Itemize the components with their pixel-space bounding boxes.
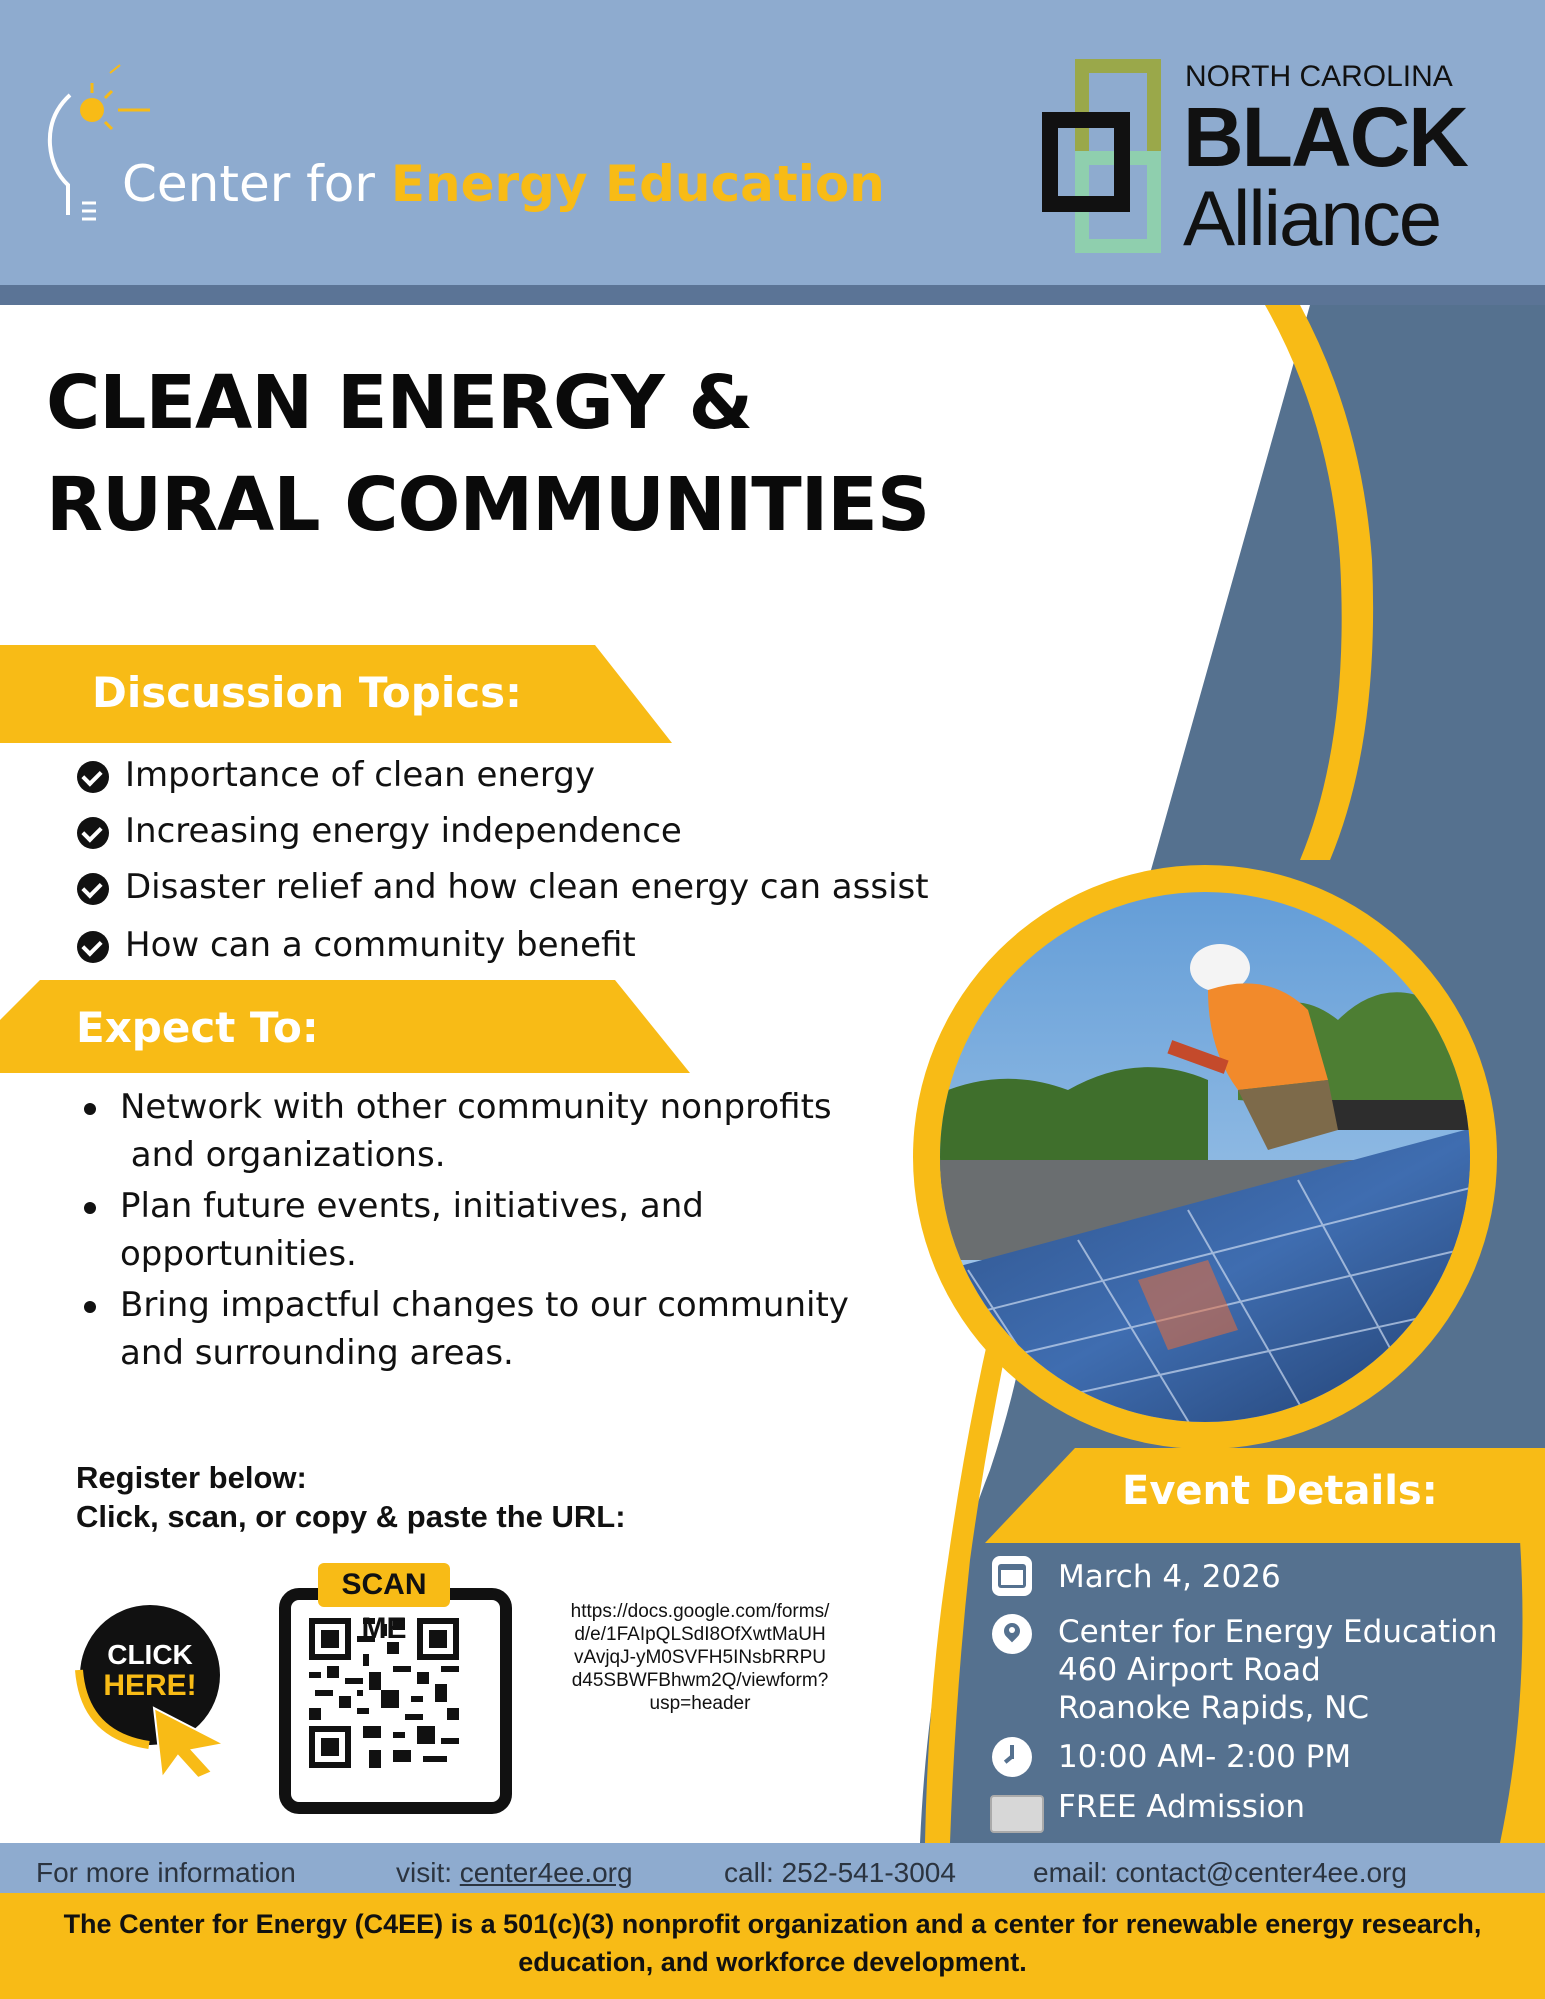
expect-item [120, 1083, 832, 1179]
event-admission: FREE Admission [1058, 1789, 1306, 1825]
registration-url[interactable]: https://docs.google.com/forms/d/e/1FAIpQLSdI8OfXwtMaUHvAvjqJ-yM0SVFH5INsbRRPUd45SBWFBhwm2Q/viewform?usp=header [570, 1601, 830, 1714]
expect-text: Plan future events, initiatives, and [120, 1186, 704, 1226]
topic-item [125, 867, 929, 907]
expect-text: opportunities. [120, 1234, 357, 1274]
topic-text: Disaster relief and how clean energy can assist [125, 867, 929, 907]
footer-note-line-2: education, and workforce development. [518, 1947, 1027, 1977]
check-circle-icon [77, 931, 109, 963]
footer-email[interactable]: email: contact@center4ee.org [1033, 1857, 1407, 1888]
bullet-dot [84, 1202, 96, 1214]
topic-text: Importance of clean energy [125, 755, 595, 795]
ncba-black: BLACK [1183, 90, 1467, 184]
calendar-icon [992, 1556, 1032, 1596]
event-venue [1058, 1613, 1497, 1727]
logo-highlight: Energy Education [390, 155, 885, 213]
location-pin-icon [992, 1614, 1032, 1654]
click-label: CLICK [107, 1639, 193, 1670]
ncba-state: NORTH CAROLINA [1185, 60, 1453, 93]
venue-city: Roanoke Rapids, NC [1058, 1690, 1370, 1726]
register-line-2: Click, scan, or copy & paste the URL: [76, 1499, 626, 1534]
topic-item [125, 755, 595, 795]
venue-name: Center for Energy Education [1058, 1614, 1498, 1650]
here-label: HERE! [103, 1669, 197, 1702]
footer-info-label: For more information [36, 1857, 296, 1888]
expect-text: and surrounding areas. [120, 1333, 514, 1373]
expect-text: Bring impactful changes to our community [120, 1285, 849, 1325]
check-circle-icon [77, 761, 109, 793]
topic-text: How can a community benefit [125, 925, 636, 965]
ncba-logo-mark [1040, 58, 1180, 258]
topic-text: Increasing energy independence [125, 811, 682, 851]
register-line-1: Register below: [76, 1460, 307, 1495]
cursor-arrow-icon [74, 1660, 234, 1780]
clock-icon [992, 1737, 1032, 1777]
event-time: 10:00 AM- 2:00 PM [1058, 1739, 1352, 1775]
visit-label: visit: [396, 1857, 460, 1888]
footer-visit [396, 1857, 633, 1889]
scan-me-label: SCAN ME [318, 1563, 450, 1607]
event-heading: Event Details: [1122, 1468, 1438, 1514]
bullet-dot [84, 1103, 96, 1115]
logo-prefix: Center for [122, 155, 391, 213]
expect-text: Network with other community nonprofits [120, 1087, 832, 1127]
venue-street: 460 Airport Road [1058, 1652, 1321, 1688]
topic-item [125, 811, 682, 851]
title-line-2: RURAL COMMUNITIES [46, 462, 930, 548]
expect-text: and organizations. [120, 1135, 446, 1175]
check-circle-icon [77, 873, 109, 905]
topic-item [125, 925, 636, 965]
footer-note-line-1: The Center for Energy (C4EE) is a 501(c)(3) nonprofit organization and a center for renewable energy research, [63, 1909, 1482, 1939]
page-title [46, 352, 929, 556]
expect-item [120, 1182, 704, 1278]
ncba-alliance: Alliance [1183, 174, 1441, 262]
discussion-heading: Discussion Topics: [92, 668, 522, 717]
title-line-1: CLEAN ENERGY & [46, 360, 752, 446]
footer-note [20, 1905, 1525, 1981]
expect-item [120, 1281, 849, 1377]
expect-heading: Expect To: [76, 1003, 319, 1052]
event-date: March 4, 2026 [1058, 1559, 1281, 1595]
website-link[interactable]: center4ee.org [459, 1857, 633, 1888]
footer-phone[interactable]: call: 252-541-3004 [724, 1857, 956, 1888]
bullet-dot [84, 1301, 96, 1313]
check-circle-icon [77, 817, 109, 849]
c4ee-logo-text [122, 155, 885, 213]
ticket-icon [990, 1795, 1044, 1833]
solar-installer-photo [908, 860, 1502, 1454]
